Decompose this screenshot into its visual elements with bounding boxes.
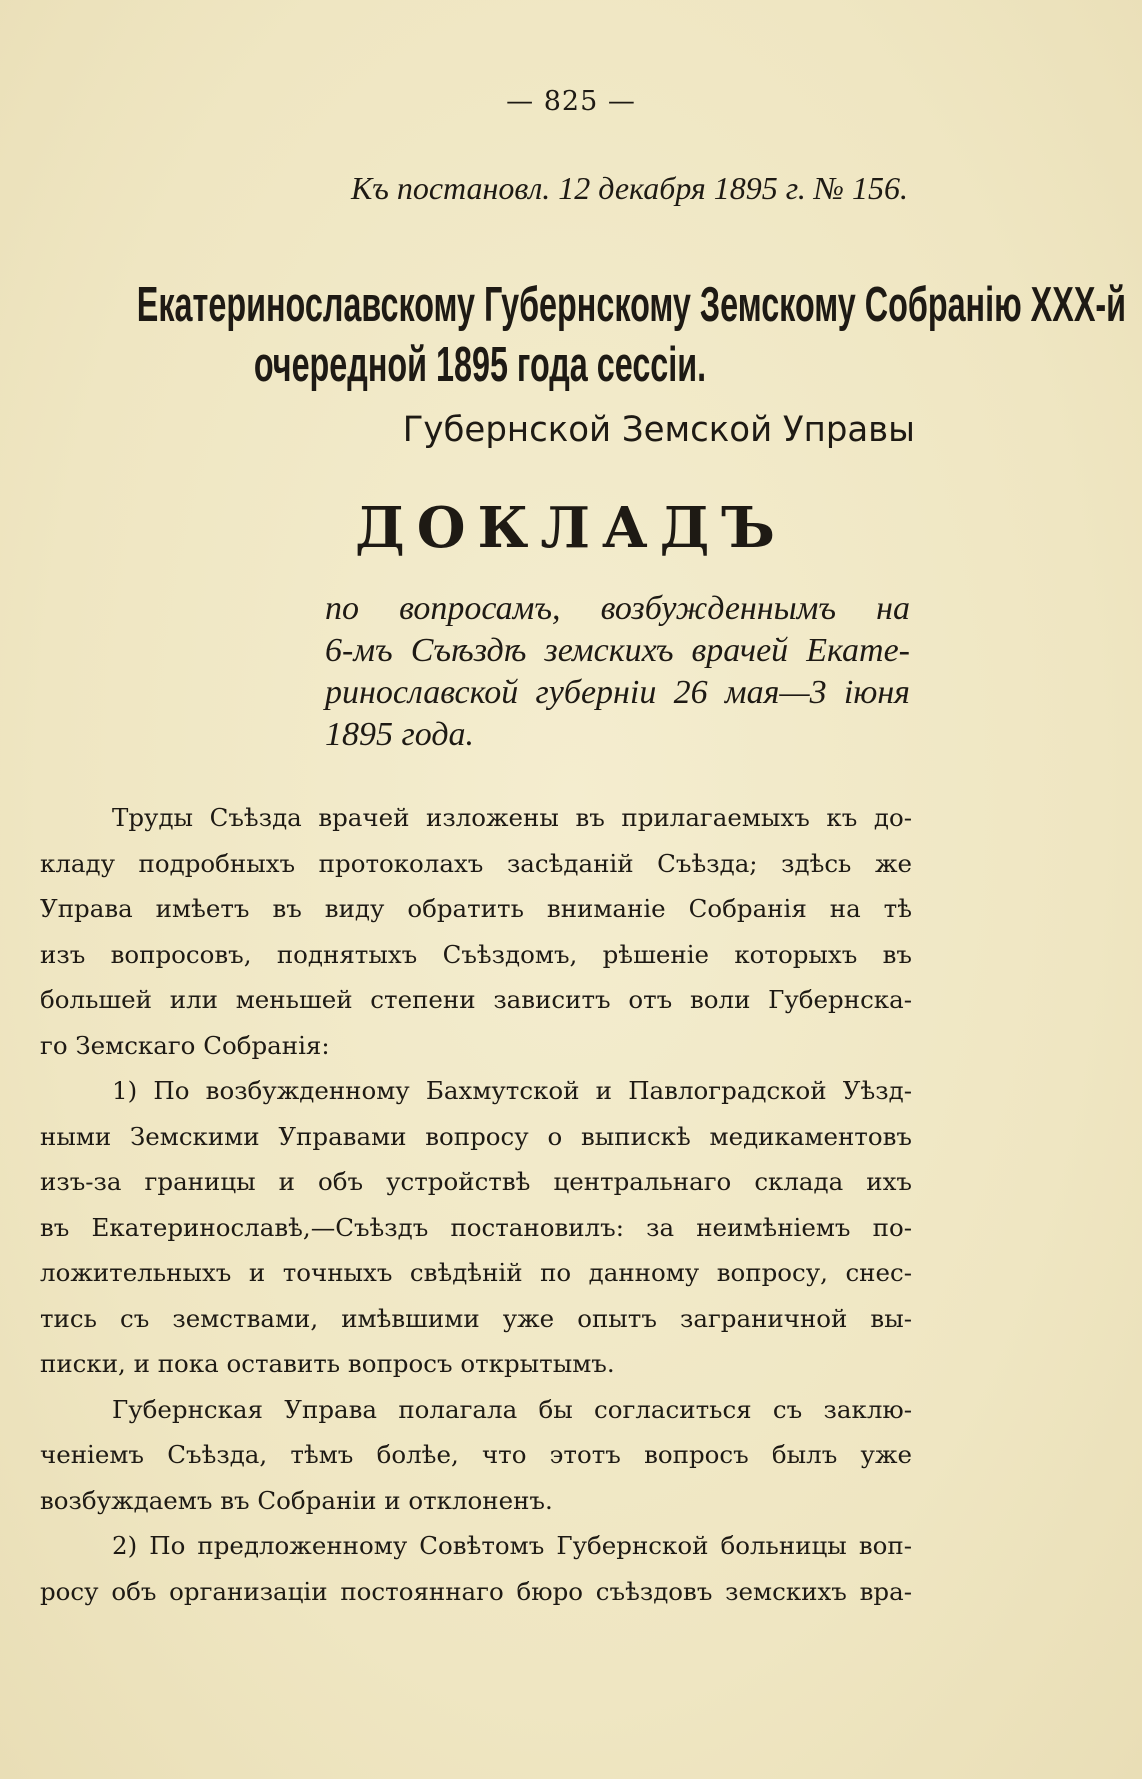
report-subject bbox=[325, 588, 910, 756]
text-line: ложительныхъ и точныхъ свѣдѣній по данному вопросу, снес- bbox=[40, 1258, 912, 1287]
board-line: Губернской Земской Управы bbox=[402, 410, 915, 450]
text-line: изъ-за границы и объ устройствѣ центральнаго склада ихъ bbox=[40, 1167, 912, 1196]
text-line: возбуждаемъ въ Собраніи и отклоненъ. bbox=[40, 1485, 553, 1515]
text-line: большей или меньшей степени зависитъ отъ воли Губернска- bbox=[40, 985, 912, 1014]
text-line: Управа имѣетъ въ виду обратить вниманіе Собранія на тѣ bbox=[40, 894, 912, 923]
text-line: въ Екатеринославѣ,—Съѣздъ постановилъ: за неимѣніемъ по- bbox=[40, 1212, 912, 1242]
body-text bbox=[40, 795, 912, 1614]
text-line: го Земскаго Собранія: bbox=[40, 1030, 330, 1060]
document-title: ДОКЛАДЪ bbox=[354, 495, 787, 561]
text-line: тись съ земствами, имѣвшими уже опытъ заграничной вы- bbox=[40, 1303, 912, 1333]
assembly-heading-line-2: очередной 1895 года сессіи. bbox=[253, 338, 707, 392]
text-line: изъ вопросовъ, поднятыхъ Съѣздомъ, рѣшеніе которыхъ въ bbox=[40, 939, 912, 969]
assembly-heading bbox=[136, 275, 1127, 395]
text-line: писки, и пока оставить вопросъ открытымъ. bbox=[40, 1349, 615, 1378]
subject-line: ринославской губерніи 26 мая—3 іюня bbox=[325, 674, 910, 711]
resolution-reference: Къ постановл. 12 декабря 1895 г. № 156. bbox=[350, 170, 908, 206]
subject-line: по вопросамъ, возбужденнымъ на bbox=[325, 590, 910, 627]
paragraph bbox=[40, 1387, 912, 1524]
text-line: 1) По возбужденному Бахмутской и Павлоградской Уѣзд- bbox=[112, 1076, 912, 1105]
paragraph bbox=[40, 1068, 912, 1387]
text-line: ченіемъ Съѣзда, тѣмъ болѣе, что этотъ вопросъ былъ уже bbox=[40, 1440, 912, 1469]
assembly-heading-line-1: Екатеринославскому Губернскому Земскому Собранію XXX-й bbox=[136, 278, 1127, 332]
subject-line: 6-мъ Съѣздѣ земскихъ врачей Екате- bbox=[325, 632, 910, 669]
subject-line: 1895 года. bbox=[325, 716, 475, 753]
paragraph bbox=[40, 795, 912, 1068]
text-line: ными Земскими Управами вопросу о выпискѣ медикаментовъ bbox=[40, 1121, 912, 1151]
page-number: — 825 — bbox=[506, 86, 636, 117]
text-line: 2) По предложенному Совѣтомъ Губернской больницы воп- bbox=[112, 1531, 912, 1560]
paragraph bbox=[40, 1523, 912, 1614]
text-line: росу объ организаціи постояннаго бюро съѣздовъ земскихъ вра- bbox=[40, 1576, 912, 1606]
text-line: Губернская Управа полагала бы согласиться съ заклю- bbox=[112, 1394, 912, 1424]
text-line: Труды Съѣзда врачей изложены въ прилагаемыхъ къ до- bbox=[112, 803, 912, 832]
text-line: кладу подробныхъ протоколахъ засѣданій Съѣзда; здѣсь же bbox=[40, 848, 912, 878]
